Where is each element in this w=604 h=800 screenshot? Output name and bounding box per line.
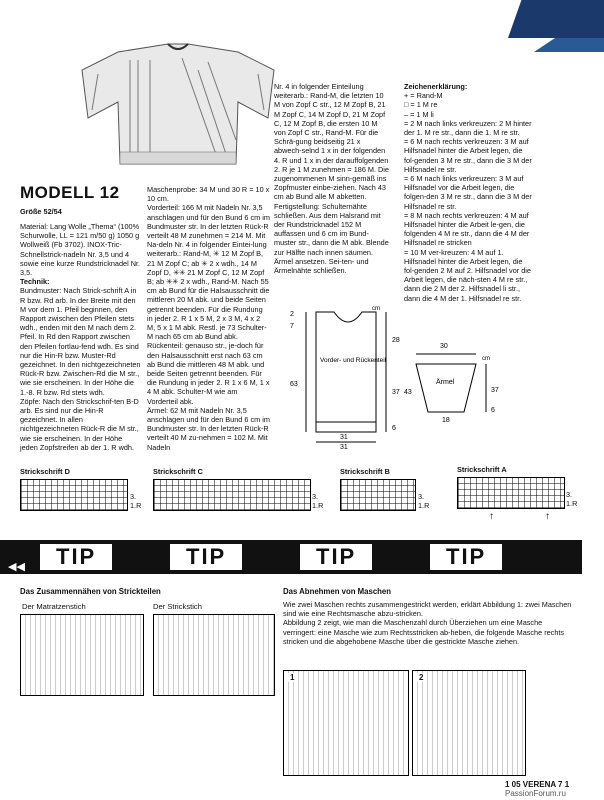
dim-sleeve-30: 30: [440, 343, 448, 350]
chart-d-rows: 3. 1.R: [130, 492, 142, 511]
text-zoepfe: Zöpfe: Nach den Strickschrif-ten B-D arb. Es sind nur die Hin-R gezeichnet. In allen nichtgezeichneten Rück-R die M str., wie sie erscheinen. In der Höhe jeden Zopfstreifen ab der 1. R wdh.: [20, 396, 139, 452]
text-fertigstellung: Fertigstellung: Schulternähte schließen. Aus dem Halsrand mit der Rundstricknadel 152 M auffassen und 6 cm im Bund-muster str., dann die M abk. Blende zur Hälfte nach innen säumen. Ärmel ansetzen. Sei-ten- und Ärmelnähte schließen.: [274, 201, 389, 276]
chart-b-rows: 3. 1.R: [418, 492, 430, 511]
tip-word-4: TIP: [430, 544, 502, 570]
abnehmen-figure-1: [283, 670, 409, 776]
legend-8m: = 8 M nach rechts verkreuzen: 4 M auf Hilfsnadel hinter die Arbeit le-gen, die folgenden 4 M re str., dann die 4 M der Hilfsnadel re stricken: [404, 210, 530, 248]
dim-28: 28: [392, 337, 400, 344]
matratzenstich-illustration: [20, 614, 144, 696]
cm-label-sleeve: cm: [482, 356, 490, 362]
chart-c-title: Strickschrift C: [153, 467, 203, 476]
chart-a-arrow-right-icon: ↑: [545, 511, 550, 522]
text-bundmuster: Bundmuster: Nach Strick-schrift A in R bzw. Rd arb. In der Breite mit den M vor dem 1. Pfeil beginnen, den Rapport zwischen den Pfeilen stets wdh., enden mit den M nach dem 2. Pfeil. In Rd den Rapport zwischen den Pfeilen fortlau-fend wdh. Es sind nur die Hin-R bzw. Muster-Rd gezeichnet. In den nichtgezeichneten Rück-R bzw. Zwischen-Rd die M str., wie sie erscheinen. In der Höhe die 1.-8. R bzw. Rd stets wdh.: [20, 286, 141, 397]
front-schematic: [306, 312, 386, 442]
tip-word-2: TIP: [170, 544, 242, 570]
tip-left-sub1: Der Matratzenstich: [22, 602, 86, 611]
text-vorderteil: Vorderteil: 166 M mit Nadeln Nr. 3,5 anschlagen und für den Bund 6 cm im Bundmuster str. In der letzten Rück-R verteilt 48 M zunehmen = 214 M. Mit Na-deln Nr. 4 in folgender Eintei-lung weiterarb.: Rand-M, ✳ 12 M Zopf B, 21 M Zopf C; ab ✳ 2 x wdh., 14 M Zopf D, ✳✳ 21 M Zopf C, 12 M Zopf B; ab ✳✳ 2 x wdh., Rand-M. Nach 55 cm ab Bund für die Halsausschnitt die mittleren 20 M abk. und beide Seiten getrennt beenden. Für die Rundung in jeder 2. R 1 x 5 M, 2 x 3 M, 4 x 2 M, 5 x 1 M abk. Restl. je 73 Schulter-M nach 65 cm ab Bund abk.: [147, 203, 270, 342]
dim-6: 6: [392, 425, 396, 432]
tip-right-title: Das Abnehmen von Maschen: [283, 587, 392, 596]
model-title: MODELL 12: [20, 183, 120, 202]
size-text: Größe 52/54: [20, 207, 62, 216]
legend-rand: + = Rand-M: [404, 91, 443, 101]
dim-sleeve-37: 37: [491, 387, 499, 394]
chart-d-grid: [20, 479, 128, 511]
chart-c-grid: [153, 479, 311, 511]
legend-li: – = 1 M li: [404, 109, 434, 119]
tip-word-3: TIP: [300, 544, 372, 570]
text-rueckenteil: Rückenteil: genauso str., je-doch für den Halsausschnitt erst nach 63 cm ab Bund die mittleren 48 M abk. und beide Seiten getrennt beenden. Für die Rundung in jeder 2. R 1 x 6 M, 1 x 4 M abk. Schulter-M wie am Vorderteil abk.: [147, 341, 270, 406]
instructions-col-1: [20, 222, 141, 452]
legend-re: □ = 1 M re: [404, 100, 438, 110]
front-label: Vorder- und Rückenteil: [320, 357, 387, 364]
tip-right-text-1: Wie zwei Maschen rechts zusammengestrickt werden, erklärt Abbildung 1: zwei Maschen sind wie eine Rechtsmasche abzu-stricken.: [283, 600, 572, 619]
dim-sleeve-18: 18: [442, 417, 450, 424]
dim-sleeve-43: 43: [404, 389, 412, 396]
header-corner-band: [508, 0, 604, 38]
dim-37: 37: [392, 389, 400, 396]
chart-b-title: Strickschrift B: [340, 467, 390, 476]
legend-10m: = 10 M ver-kreuzen: 4 M auf 1. Hilfsnadel hinter die Arbeit legen, die fol-genden 2 M auf 2. Hilfsnadel vor die Arbeit legen, die näch-sten 4 M re str., dann die 2 M der 2. Hilfsnadel li str., dann die 4 M der 1. Hilfsnadel re str.: [404, 247, 531, 303]
text-material: Material: Lang Wolle „Thema“ (100% Schurwolle, LL = 121 m/50 g) 1050 g Wollweiß (Fb 3702). INOX-Tric-Schnellstrick-nadeln Nr. 3,5 und 4 sowie eine kurze Rundstricknadel Nr. 3,5.: [20, 222, 141, 278]
cm-label-front: cm: [372, 306, 380, 312]
chart-c-rows: 3. 1.R: [312, 492, 324, 511]
header-corner-band-lower: [534, 38, 604, 52]
legend-title: Zeichenerklärung:: [404, 82, 468, 91]
sweater-photo: [78, 40, 278, 170]
sleeve-label: Ärmel: [436, 379, 455, 386]
chart-d-title: Strickschrift D: [20, 467, 70, 476]
dim-31b: 31: [340, 434, 348, 441]
watermark: PassionForum.ru: [505, 789, 566, 798]
legend-6m-left: = 6 M nach links verkreuzen: 3 M auf Hilfsnadel vor die Arbeit legen, die folgen-den 3 M re str., dann die 3 M der Hilfsnadel re str.: [404, 174, 532, 211]
chart-a-title: Strickschrift A: [457, 465, 507, 474]
chart-a-grid: [457, 477, 565, 509]
text-aermel: Ärmel: 62 M mit Nadeln Nr. 3,5 anschlagen und für den Bund 6 cm im Bundmuster str. In der letzten Rück-R verteilt 40 M zu-nehmen = 102 M. Mit Nadeln: [147, 405, 270, 452]
abnehmen-figure-2: [412, 670, 526, 776]
dim-sleeve-6: 6: [491, 407, 495, 414]
tip-banner-arrows-icon: ◀◀: [8, 561, 25, 573]
dim-63: 63: [290, 381, 298, 388]
text-technik: Technik:: [20, 277, 50, 287]
tip-right-text: [283, 600, 573, 646]
dim-7: 7: [290, 323, 294, 330]
text-aermel-cont: Nr. 4 in folgender Einteilung weiterarb.: Rand-M, die letzten 10 M von Zopf C str., 12 M Zopf B, 21 M Zopf C, 14 M Zopf D, 21 M Zopf C, 12 M Zopf B, die ersten 10 M von Zopf C str., Rand-M. Für die Schrä-gung beidseitig 21 x abwech-selnd 1 x in der folgenden 4. R und 1 x in der darauffolgenden 2. R je 1 M zunehmen = 186 M. Die zugenommenen M sinn-gemäß ins Zopfmuster einbe-ziehen. Nach 43 cm ab Bund alle M abketten.: [274, 82, 389, 202]
strickstich-illustration: [153, 614, 275, 696]
legend-2m: = 2 M nach links verkreuzen: 2 M hinter der 1. M re str., dann die 1. M re str.: [404, 118, 532, 138]
chart-b-grid: [340, 479, 416, 511]
figure-1-number: 1: [290, 673, 295, 682]
tip-word-1: TIP: [40, 544, 112, 570]
legend-6m-right: = 6 M nach rechts verkreuzen: 3 M auf Hilfsnadel hinter die Arbeit legen, die fol-genden 3 M re str., dann die 3 M der Hilfsnadel re str.: [404, 137, 532, 174]
chart-a-arrow-left-icon: ↑: [489, 511, 494, 522]
tip-left-title: Das Zusammennähen von Strickteilen: [20, 587, 161, 596]
dim-2: 2: [290, 311, 294, 318]
chart-a-rows: 3. 1.R: [566, 490, 578, 509]
dim-31a: 31: [340, 444, 348, 451]
tip-right-text-2: Abbildung 2 zeigt, wie man die Maschenzahl durch Überziehen um eine Masche verringert: eine Masche wie zum Rechtsstricken ab-heben, die folgende Masche rechts stricken und die abgehobene Masche über die gestrickte Masche ziehen.: [283, 618, 565, 646]
figure-2-number: 2: [419, 673, 424, 682]
instructions-col-3: [274, 82, 389, 275]
legend-column: [404, 82, 534, 303]
instructions-col-2: [147, 185, 270, 452]
tip-left-sub2: Der Strickstich: [153, 602, 202, 611]
schematic-diagrams: [286, 302, 536, 452]
text-maschenprobe: Maschenprobe: 34 M und 30 R = 10 x 10 cm.: [147, 185, 270, 204]
page-number: 1 05 VERENA 7 1: [505, 780, 570, 789]
